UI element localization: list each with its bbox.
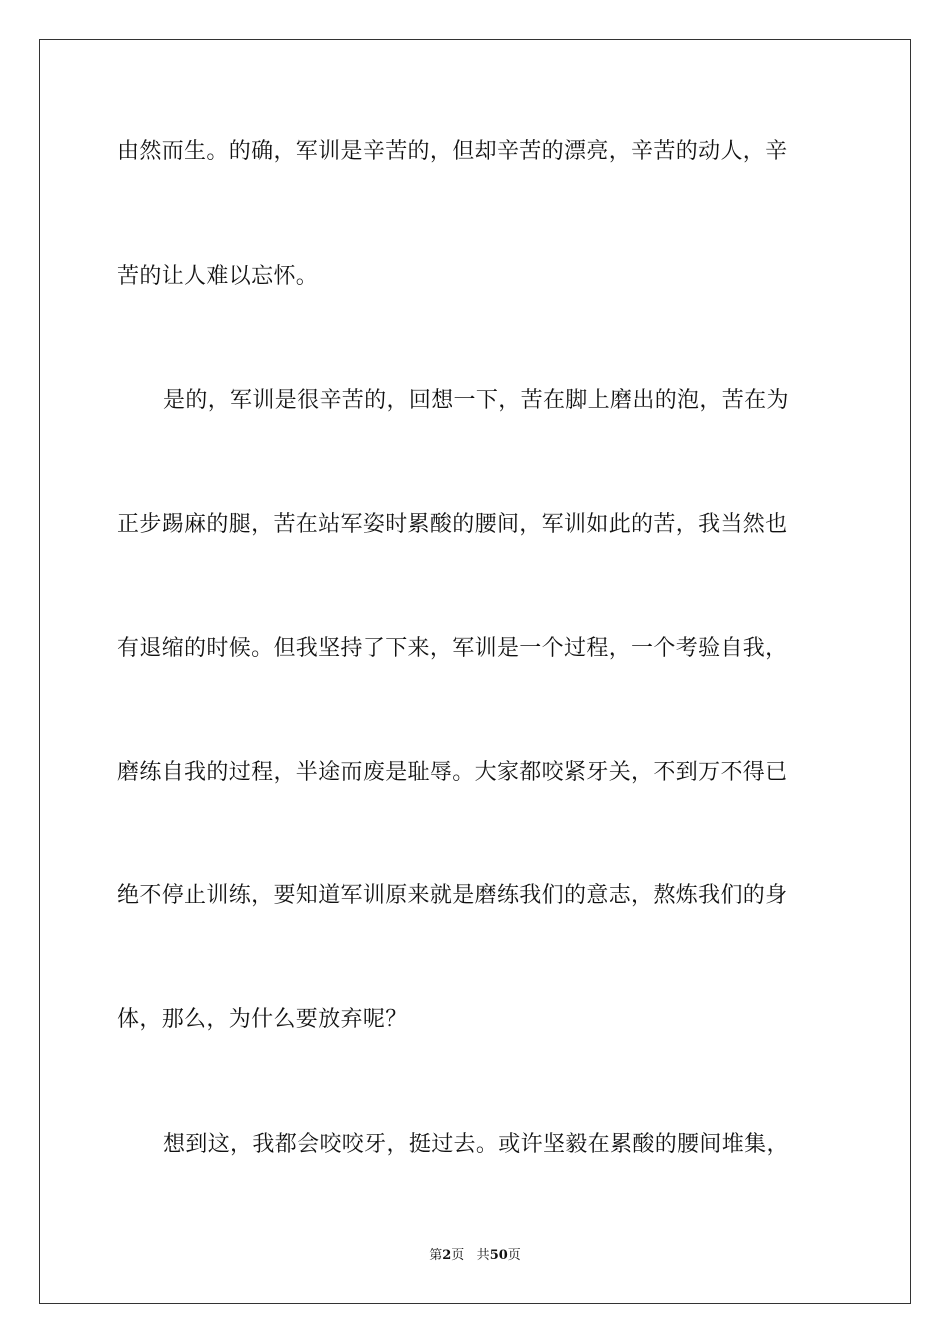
paragraph-line: 正步踢麻的腿，苦在站军姿时累酸的腰间，军训如此的苦，我当然也 <box>117 512 788 537</box>
footer-page-prefix: 第 <box>429 1248 443 1263</box>
paragraph-line: 苦的让人难以忘怀。 <box>117 264 319 289</box>
paragraph-line: 磨练自我的过程，半途而废是耻辱。大家都咬紧牙关，不到万不得已 <box>117 760 788 785</box>
footer-page-number: 2 <box>442 1248 452 1263</box>
footer-total-suffix: 页 <box>507 1248 521 1263</box>
paragraph-line: 由然而生。的确，军训是辛苦的，但却辛苦的漂亮，辛苦的动人，辛 <box>117 139 788 164</box>
paragraph-line: 绝不停止训练，要知道军训原来就是磨练我们的意志，熬炼我们的身 <box>117 883 788 908</box>
page-border <box>39 39 911 1304</box>
paragraph-line: 想到这，我都会咬咬牙，挺过去。或许坚毅在累酸的腰间堆集， <box>163 1132 789 1157</box>
paragraph-line: 是的，军训是很辛苦的，回想一下，苦在脚上磨出的泡，苦在为 <box>163 388 789 413</box>
paragraph-line: 有退缩的时候。但我坚持了下来，军训是一个过程，一个考验自我， <box>117 636 788 661</box>
paragraph-line: 体，那么，为什么要放弃呢？ <box>117 1007 408 1032</box>
footer-page-suffix: 页 <box>451 1248 465 1263</box>
footer-total-prefix: 共 <box>476 1248 490 1263</box>
footer-total-pages: 50 <box>489 1248 508 1263</box>
page-footer <box>0 1248 950 1264</box>
